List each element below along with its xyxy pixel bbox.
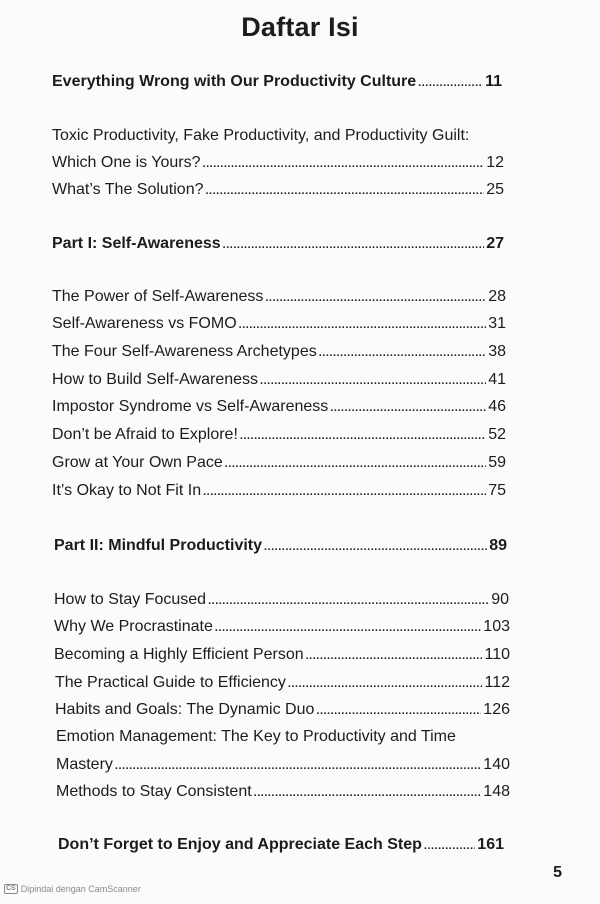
- toc-entry: [52, 180, 504, 200]
- toc-leader-dots: [319, 348, 486, 359]
- toc-entry-title: Why We Procrastinate: [54, 618, 213, 635]
- toc-leader-dots: [260, 376, 486, 387]
- toc-entry-page: 103: [483, 618, 510, 635]
- toc-leader-dots: [264, 542, 487, 553]
- toc-leader-dots: [424, 841, 475, 852]
- toc-entry: [52, 453, 506, 473]
- toc-entry-title: Self-Awareness vs FOMO: [52, 315, 237, 332]
- toc-entry-title: Methods to Stay Consistent: [56, 783, 252, 800]
- toc-entry-title: How to Build Self-Awareness: [52, 371, 259, 388]
- toc-entry-title-continued: Which One is Yours?: [52, 154, 201, 171]
- toc-entry: [56, 755, 510, 775]
- toc-leader-dots: [240, 431, 486, 442]
- toc-entry: [54, 617, 510, 637]
- toc-entry: [55, 673, 510, 693]
- toc-leader-dots: [306, 651, 483, 662]
- toc-leader-dots: [223, 240, 485, 251]
- toc-entry: [52, 481, 506, 501]
- toc-entry-title: It’s Okay to Not Fit In: [52, 482, 202, 499]
- toc-entry-page: 110: [484, 646, 510, 663]
- toc-leader-dots: [330, 403, 486, 414]
- toc-entry: [52, 287, 506, 307]
- toc-entry-title: Grow at Your Own Pace: [52, 454, 223, 471]
- toc-entry-page: 148: [483, 783, 510, 800]
- toc-entry-page: 41: [488, 371, 506, 388]
- toc-entry-page: 90: [491, 591, 509, 608]
- toc-leader-dots: [208, 596, 489, 607]
- toc-leader-dots: [203, 487, 486, 498]
- toc-leader-dots: [239, 320, 487, 331]
- watermark-text: Dipindai dengan CamScanner: [20, 884, 141, 894]
- toc-entry: [52, 153, 504, 173]
- toc-entry-page: 126: [483, 701, 510, 718]
- toc-entry-page: 28: [488, 288, 506, 305]
- toc-entry-page: 31: [488, 315, 506, 332]
- toc-leader-dots: [215, 623, 481, 634]
- toc-leader-dots: [265, 293, 486, 304]
- toc-entry: [52, 370, 506, 390]
- toc-entry-page: 59: [488, 454, 506, 471]
- toc-leader-dots: [254, 788, 482, 799]
- toc-entry-page: 52: [488, 426, 506, 443]
- toc-entry: [52, 234, 504, 254]
- toc-leader-dots: [225, 459, 486, 470]
- toc-entry-page: 11: [485, 73, 502, 90]
- toc-entry: [55, 700, 510, 720]
- toc-entry-title: Don’t Forget to Enjoy and Appreciate Each Step: [58, 836, 422, 853]
- toc-leader-dots: [206, 186, 485, 197]
- camscanner-logo-icon: CS: [6, 885, 16, 892]
- toc-entry-title: Don’t be Afraid to Explore!: [52, 426, 238, 443]
- toc-entry-title: The Power of Self-Awareness: [52, 288, 264, 305]
- toc-leader-dots: [288, 679, 483, 690]
- toc-entry-page: 27: [486, 235, 504, 252]
- toc-entry-page: 112: [484, 674, 510, 691]
- toc-entry-title: The Practical Guide to Efficiency: [55, 674, 286, 691]
- toc-entry: [54, 645, 510, 665]
- scanner-watermark: [4, 884, 141, 894]
- toc-entry-page: 38: [488, 343, 506, 360]
- toc-entry: [52, 72, 502, 92]
- toc-entry-title: How to Stay Focused: [54, 591, 207, 608]
- toc-entry-title: Toxic Productivity, Fake Productivity, and Productivity Guilt:: [52, 127, 470, 144]
- toc-entry: [58, 835, 504, 855]
- toc-entry: [52, 397, 506, 417]
- toc-entry: [56, 782, 510, 802]
- toc-entry-page: 46: [488, 398, 506, 415]
- toc-entry: [54, 536, 507, 556]
- toc-leader-dots: [316, 706, 481, 717]
- toc-entry-title: Part I: Self-Awareness: [52, 235, 221, 252]
- toc-entry-title: What’s The Solution?: [52, 181, 204, 198]
- toc-entry-page: 89: [489, 537, 507, 554]
- toc-entry-page: 75: [488, 482, 506, 499]
- toc-entry: [52, 425, 506, 445]
- toc-entry-title: Emotion Management: The Key to Productivity and Time: [56, 728, 456, 745]
- toc-entry-title: Everything Wrong with Our Productivity Culture: [52, 73, 417, 90]
- toc-entry-page: 161: [477, 836, 504, 853]
- toc-entry-title: Becoming a Highly Efficient Person: [54, 646, 304, 663]
- toc-leader-dots: [203, 159, 485, 170]
- toc-leader-dots: [115, 761, 481, 772]
- toc-entry: [52, 314, 506, 334]
- toc-entry-page: 25: [486, 181, 504, 198]
- toc-entry: [52, 342, 506, 362]
- toc-leader-dots: [418, 78, 483, 89]
- toc-entry-title-continued: Mastery: [56, 756, 113, 773]
- toc-entry-title: Habits and Goals: The Dynamic Duo: [55, 701, 315, 718]
- toc-entry-page: 12: [486, 154, 504, 171]
- toc-entry-title: The Four Self-Awareness Archetypes: [52, 343, 317, 360]
- toc-entry: [54, 590, 509, 610]
- toc-entry-title: Impostor Syndrome vs Self-Awareness: [52, 398, 329, 415]
- page-number: 5: [553, 864, 562, 881]
- toc-entry-title: Part II: Mindful Productivity: [54, 537, 263, 554]
- page-title: Daftar Isi: [241, 12, 359, 42]
- toc-entry-page: 140: [483, 756, 510, 773]
